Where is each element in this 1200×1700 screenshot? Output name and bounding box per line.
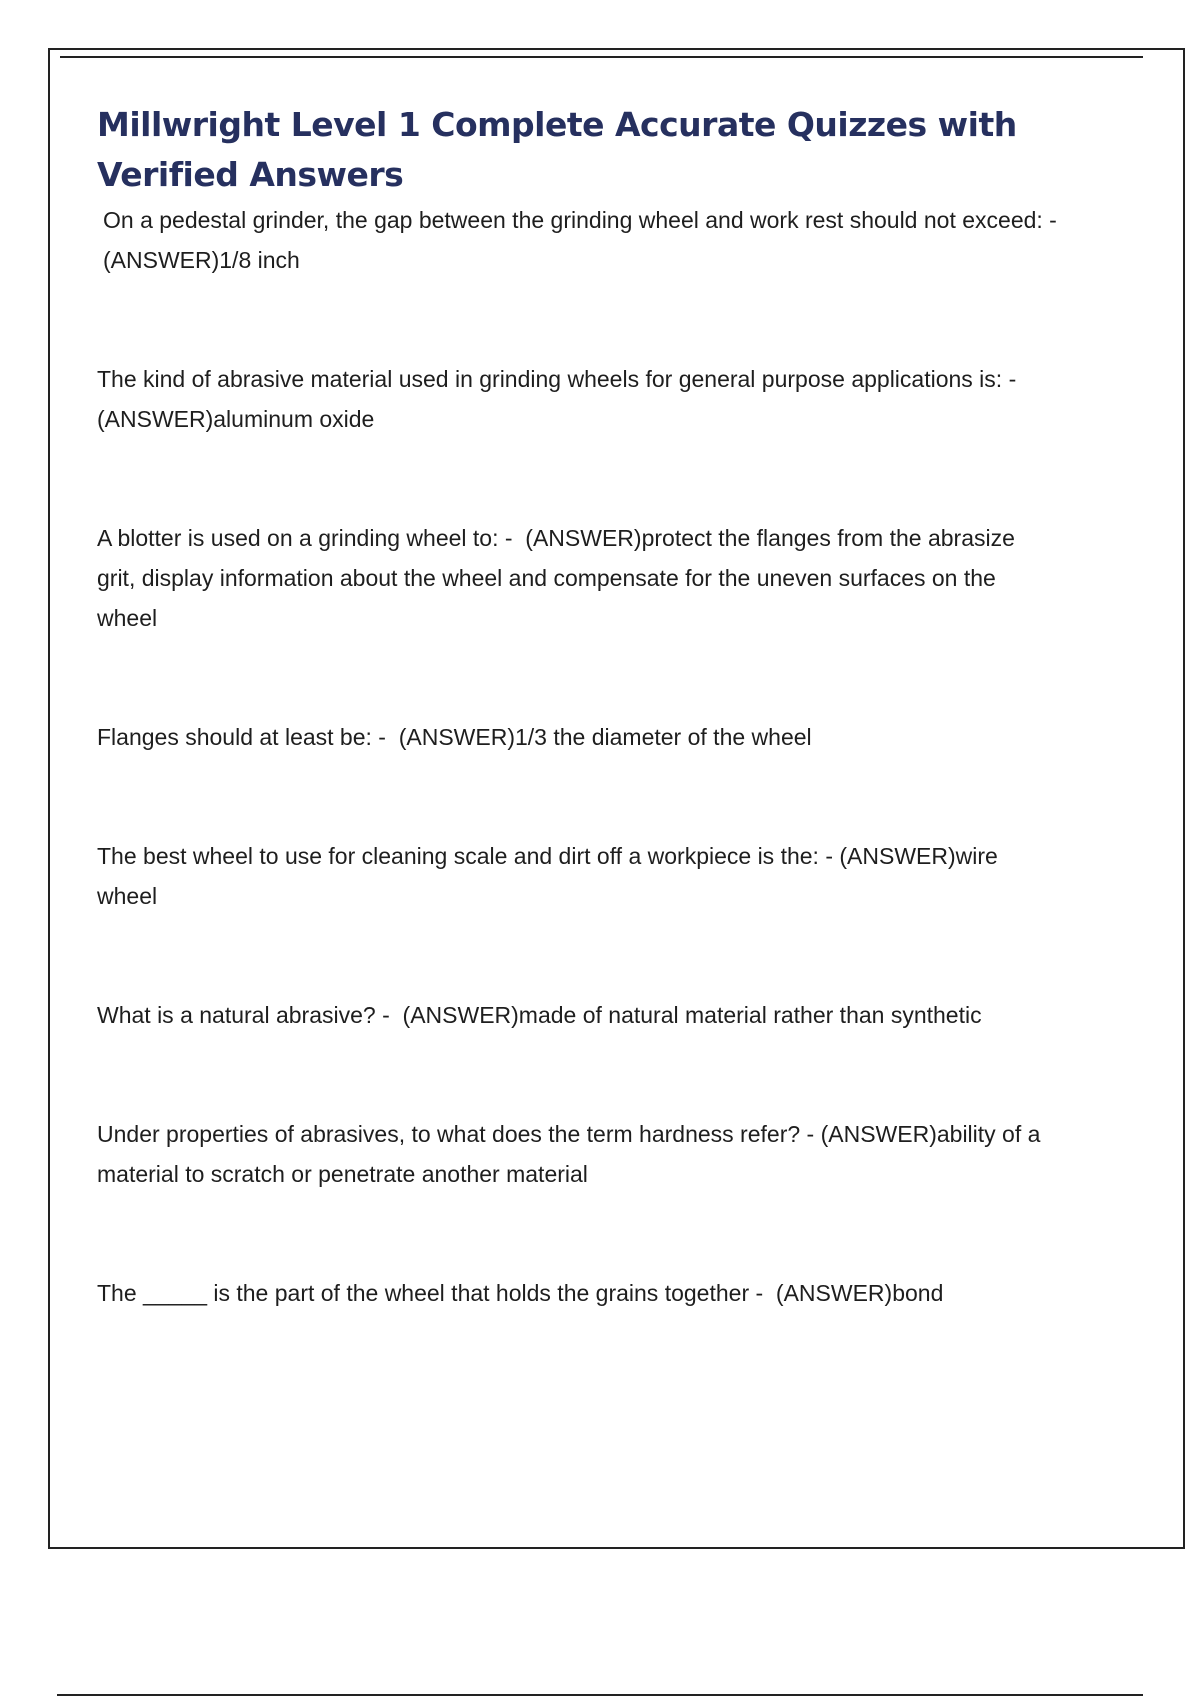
- question-text: What is a natural abrasive? -: [97, 1002, 397, 1028]
- question-text: Under properties of abrasives, to what does the term hardness refer? -: [97, 1121, 821, 1147]
- question-text: The kind of abrasive material used in grinding wheels for general purpose applications is: -: [97, 366, 1023, 392]
- answer-text: (ANSWER)wire wheel: [97, 843, 1005, 909]
- answer-text: (ANSWER)made of natural material rather than synthetic: [396, 1002, 982, 1028]
- answer-text: (ANSWER)aluminum oxide: [97, 366, 1030, 432]
- qa-item: [97, 1114, 1057, 1194]
- qa-item: [97, 995, 1057, 1035]
- qa-item: [97, 359, 1057, 439]
- answer-text: (ANSWER)protect the flanges from the abrasize grit, display information about the wheel and compensate for the uneven surfaces on the wheel: [97, 525, 1022, 631]
- answer-text: (ANSWER)bond: [769, 1280, 944, 1306]
- answer-text: (ANSWER)ability of a material to scratch or penetrate another material: [97, 1121, 1047, 1187]
- question-text: On a pedestal grinder, the gap between the grinding wheel and work rest should not exceed: -: [103, 207, 1057, 233]
- qa-item: [97, 200, 1064, 280]
- question-text: Flanges should at least be: -: [97, 724, 393, 750]
- qa-item: [97, 518, 1057, 638]
- qa-item: [97, 836, 1057, 916]
- question-text: The _____ is the part of the wheel that holds the grains together -: [97, 1280, 770, 1306]
- qa-list: [97, 200, 1064, 1313]
- page-title: Millwright Level 1 Complete Accurate Quizzes with Verified Answers: [97, 105, 1017, 194]
- bottom-rule: [57, 1694, 1143, 1696]
- question-text: A blotter is used on a grinding wheel to: -: [97, 525, 519, 551]
- question-text: The best wheel to use for cleaning scale and dirt off a workpiece is the: -: [97, 843, 840, 869]
- qa-item: [97, 1273, 1057, 1313]
- qa-item: [97, 717, 1057, 757]
- top-rule: [60, 56, 1143, 58]
- document-body: [97, 100, 1064, 1392]
- answer-text: (ANSWER)1/8 inch: [103, 207, 1064, 273]
- answer-text: (ANSWER)1/3 the diameter of the wheel: [392, 724, 812, 750]
